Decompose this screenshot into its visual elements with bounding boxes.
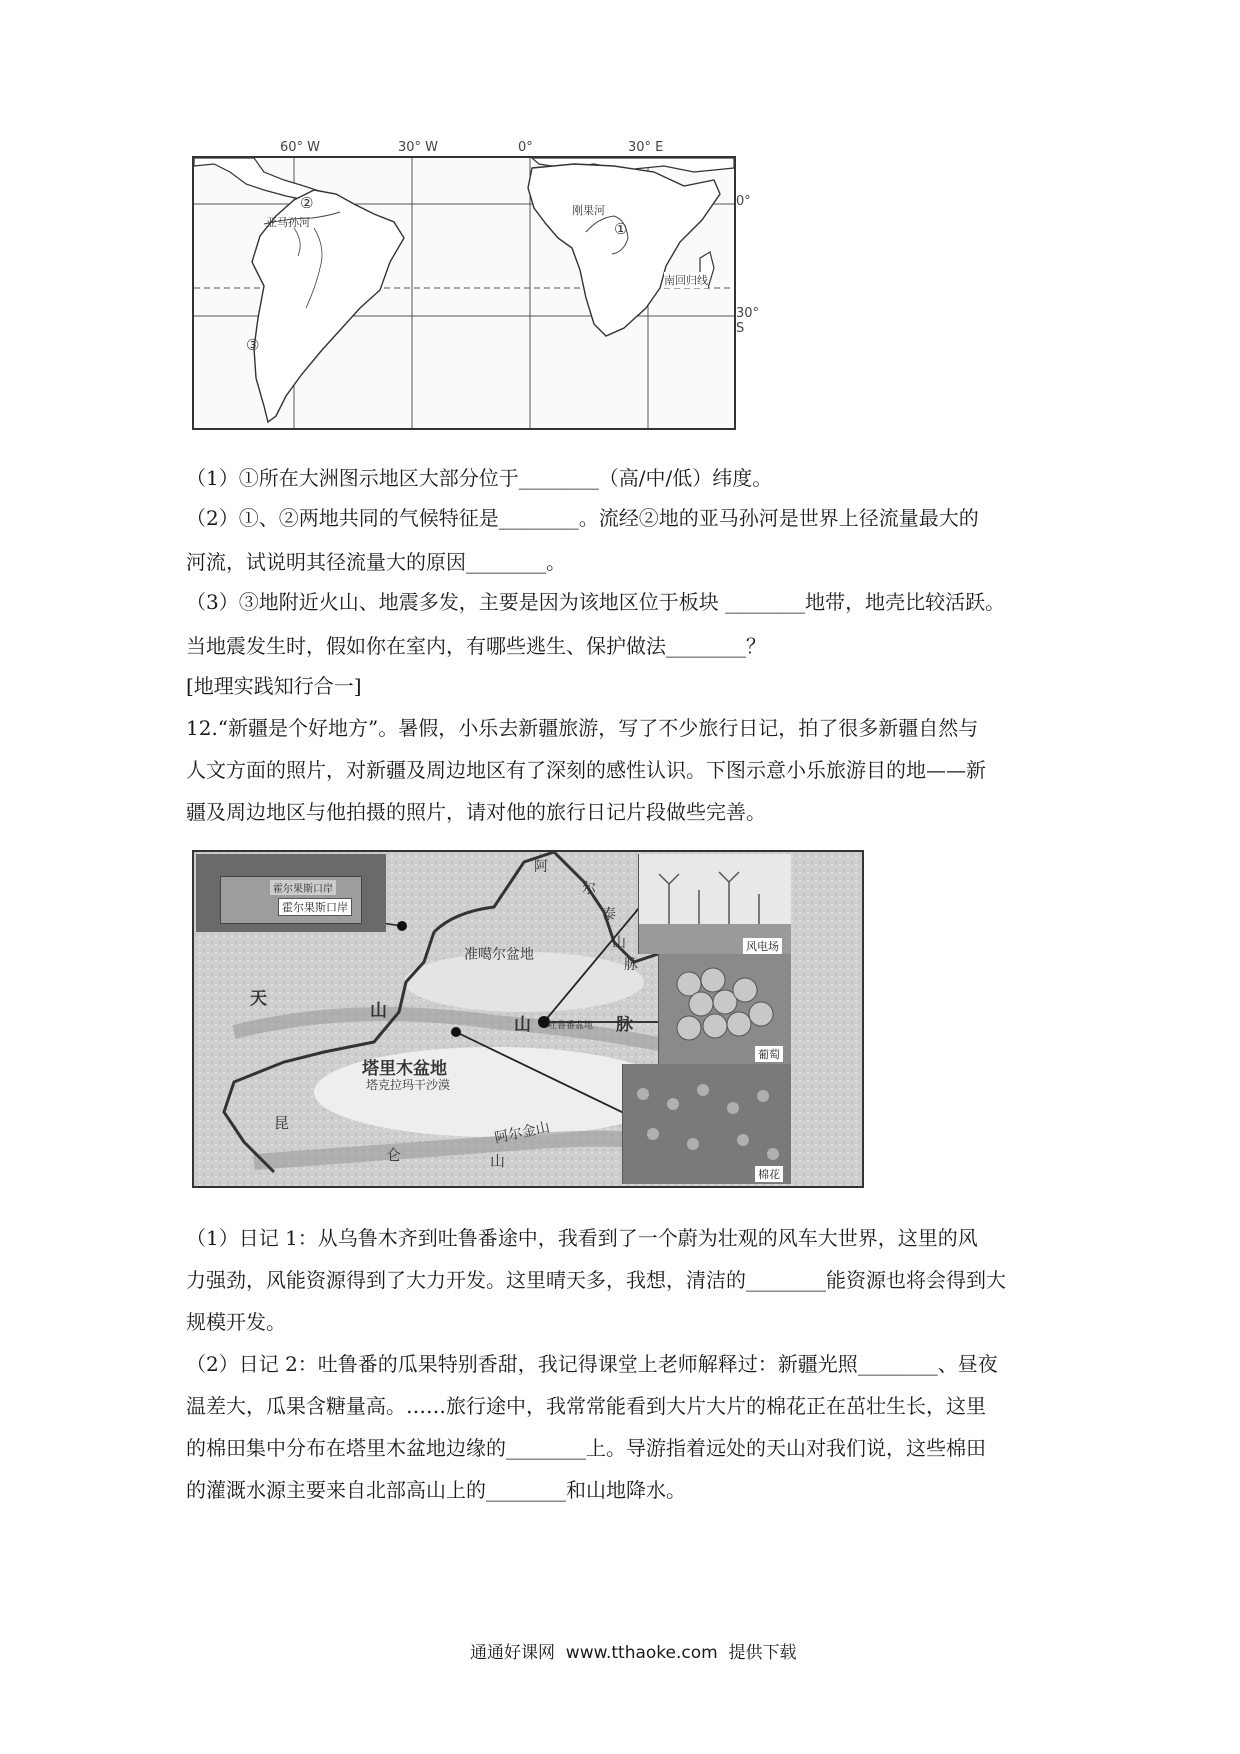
q12-intro-line3: 疆及周边地区与他拍摄的照片，请对他的旅行日记片段做些完善。	[186, 800, 766, 824]
xinjiang-map-figure	[192, 850, 864, 1188]
tianshan-char-4: 脉	[616, 1015, 633, 1035]
lat-label-30s: 30° S	[736, 306, 760, 336]
world-map-svg	[194, 158, 734, 428]
world-map-figure	[188, 140, 760, 440]
lon-label-30w: 30° W	[398, 140, 439, 155]
tropic-of-capricorn-label: 南回归线	[664, 274, 708, 287]
altun-mountains-label: 阿尔金山	[493, 1119, 552, 1147]
kunlun-char-3: 山	[490, 1152, 506, 1170]
diary2-line1: （2）日记 2：吐鲁番的瓜果特别香甜，我记得课堂上老师解释过：新疆光照________、昼夜	[186, 1352, 998, 1376]
q11-part1: （1）①所在大洲图示地区大部分位于________（高/中/低）纬度。	[186, 466, 773, 490]
world-map-frame	[192, 156, 736, 430]
port-label: 霍尔果斯口岸	[278, 898, 352, 916]
junggar-basin-label: 准噶尔盆地	[464, 947, 534, 963]
cotton-caption: 棉花	[755, 1166, 783, 1182]
altai-char-5: 脉	[624, 957, 638, 973]
taklimakan-desert-label: 塔克拉玛干沙漠	[366, 1078, 451, 1092]
port-photo-caption: 霍尔果斯口岸	[270, 880, 336, 895]
amazon-river-label: 亚马孙河	[266, 216, 310, 229]
diary1-line2: 力强劲，风能资源得到了大力开发。这里晴天多，我想，清洁的________能资源也将会得到大	[186, 1268, 1006, 1292]
marker-3: ③	[246, 336, 260, 354]
port-photo	[196, 854, 386, 932]
kunlun-char-1: 昆	[274, 1114, 290, 1132]
diary2-line4: 的灌溉水源主要来自北部高山上的________和山地降水。	[186, 1478, 686, 1502]
q12-intro-line1: 12.“新疆是个好地方”。暑假，小乐去新疆旅游，写了不少旅行日记，拍了很多新疆自然与	[186, 716, 979, 740]
diary1-line1: （1）日记 1：从乌鲁木齐到吐鲁番途中，我看到了一个蔚为壮观的风车大世界，这里的风	[186, 1226, 978, 1250]
turpan-basin-label: 吐鲁番盆地	[548, 1021, 594, 1031]
diary2-line2: 温差大，瓜果含糖量高。……旅行途中，我常常能看到大片大片的棉花正在茁壮生长，这里	[186, 1394, 986, 1418]
grape-caption: 葡萄	[755, 1046, 783, 1062]
lat-label-0: 0°	[736, 194, 751, 209]
diary2-line3: 的棉田集中分布在塔里木盆地边缘的________上。导游指着远处的天山对我们说，这些棉田	[186, 1436, 986, 1460]
tianshan-char-1: 天	[250, 989, 267, 1009]
page-footer: 通通好课网 www.tthaoke.com 提供下载	[470, 1643, 797, 1663]
grape-photo	[658, 954, 791, 1064]
altai-char-2: 尔	[582, 881, 596, 897]
altai-char-1: 阿	[534, 859, 548, 875]
wind-farm-caption: 风电场	[743, 938, 782, 954]
q11-part2-line1: （2）①、②两地共同的气候特征是________。流经②地的亚马孙河是世界上径流量最大的	[186, 506, 979, 530]
lon-label-60w: 60° W	[280, 140, 321, 155]
section-title: [地理实践知行合一]	[186, 674, 362, 698]
altai-char-4: 山	[612, 935, 626, 951]
tianshan-char-2: 山	[370, 1001, 387, 1021]
lon-label-30e: 30° E	[628, 140, 664, 155]
q11-part2-line2: 河流，试说明其径流量大的原因________。	[186, 550, 566, 574]
wind-farm-photo	[638, 854, 791, 954]
marker-2: ②	[300, 194, 314, 212]
q12-intro-line2: 人文方面的照片，对新疆及周边地区有了深刻的感性认识。下图示意小乐旅游目的地——新	[186, 758, 986, 782]
tianshan-char-3: 山	[514, 1015, 531, 1035]
q11-part3-line1: （3）③地附近火山、地震多发，主要是因为该地区位于板块 ________地带，地壳比较活跃。	[186, 590, 1006, 614]
altai-char-3: 泰	[602, 907, 616, 923]
lon-label-0: 0°	[518, 140, 533, 155]
congo-river-label: 刚果河	[572, 204, 605, 217]
cotton-photo	[622, 1064, 791, 1184]
diary1-line3: 规模开发。	[186, 1310, 286, 1334]
q11-part3-line2: 当地震发生时，假如你在室内，有哪些逃生、保护做法________？	[186, 634, 766, 658]
kunlun-char-2: 仑	[386, 1146, 402, 1164]
marker-1: ①	[614, 220, 628, 238]
tarim-basin-label: 塔里木盆地	[362, 1059, 447, 1079]
